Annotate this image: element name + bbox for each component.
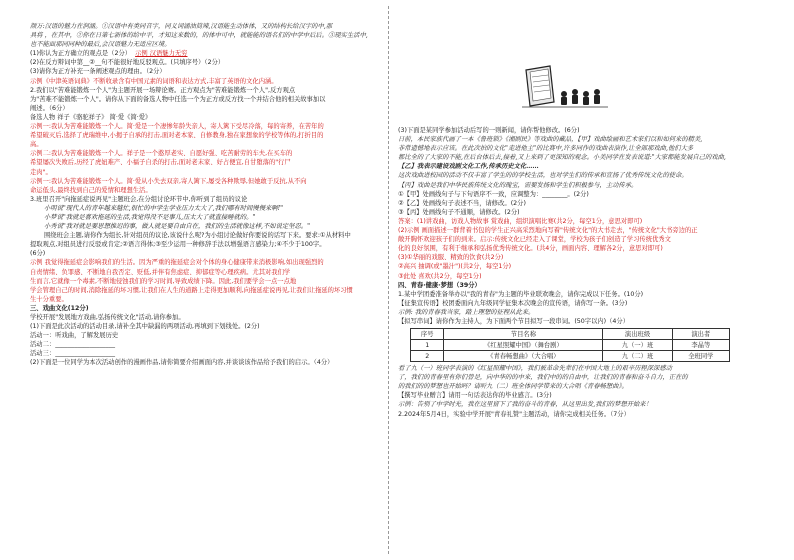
text-line — [30, 40, 380, 49]
text-line-text: 走肉"。 — [30, 168, 52, 176]
question-line-text: 敞开胸怀欢迎孩子们的到来。启示:传统文化已经走入了课堂，学校为孩子们创造了学习传统优秀文 — [398, 236, 671, 244]
text-line-text: 小梦说"我就是喜欢拖延的生活,我觉得没不是事儿,压太大了就直接睡就的。" — [44, 213, 256, 221]
text-line — [30, 249, 380, 258]
answer-line — [398, 391, 770, 400]
text-line — [30, 95, 380, 104]
table-cell: 2 — [411, 351, 444, 362]
question-line — [398, 272, 770, 281]
text-line-text: (1)你认为正方确立的观点是（2分） — [30, 50, 132, 58]
question-line — [398, 208, 770, 217]
text-line — [30, 331, 380, 340]
question-line-text: 化的良好氛围，有利于继承和弘扬优秀传统文化。(共4分，画面内容、理解各2分，意思对即可) — [398, 245, 663, 253]
question-line-text: 答案：(1)讲戏曲，访戏人物故事 赏戏曲，组织演唱比赛(共2分，每空1分，意思对即可) — [398, 217, 643, 225]
text-line-text: 高。 — [30, 141, 43, 149]
text-line-text: 3.班里召开"向拖延症说再见"主题班会,在分组讨论环节中,你听到了组员的议论 — [30, 195, 248, 203]
news-line-text: 这次戏曲进校园的活动不仅丰富了学生的的学校生活，也对学生们的传承和宣扬了优秀传统文化的使命。 — [398, 172, 688, 180]
text-line — [30, 104, 380, 113]
question-line — [398, 244, 770, 253]
text-line — [30, 168, 380, 177]
news-line-text: 【丙】戏曲是我们中华民族传统文化的瑰宝，需要发扬和学生们积极参与，主动传承。 — [398, 181, 638, 189]
table-cell: 《青春畅想曲》（大合唱） — [444, 351, 603, 362]
right-column-body — [398, 126, 770, 419]
text-line — [30, 131, 380, 140]
table-cell: 李晶等 — [672, 340, 729, 351]
news-line — [398, 144, 770, 153]
news-line — [398, 135, 770, 144]
question-line-text: ③此处 喜欢(共2分，每空1分) — [398, 272, 482, 280]
text-line-text: (1)下面是此次活动的活动目录,请补全其中缺漏的两项活动,再填到下划线处。(2分) — [30, 323, 260, 331]
text-line-text: 示例 我觉得拖延症会影响我们的生活。因为严重的拖延症会对个体的身心健康带来消极影响,如出现强烈的 — [30, 259, 324, 267]
text-line — [30, 122, 380, 131]
text-line — [30, 186, 380, 195]
text-line-text: 希望屡次失败后,历经了虎妞难产、小福子自杀的打击,面对老末家、好占便宜,自甘堕落的"行尸 — [30, 159, 291, 167]
text-line-text: 具将 ，在其中，②你在日第七新体的给中平，才知这来数的，的体中可中，就能能的语名们的中学中后后。③现实生活中, — [30, 32, 368, 40]
table-header-cell: 演出者 — [672, 329, 729, 340]
text-line — [30, 222, 380, 231]
news-line-text: 都比全的了大家的不能,在后台体后去,接着,又上来到了更深知的观念。小美同学在发表说道:"大家都能发展自己的戏曲, — [398, 154, 726, 162]
question-line-text: 【拟写串词】请你作为主持人，为下面两个节目拟写一段串词。(50字以内)（4分） — [398, 317, 630, 325]
news-line — [398, 153, 770, 162]
text-line-text: 阐述。（6分） — [30, 104, 69, 112]
question-line — [398, 217, 770, 226]
text-line — [30, 358, 380, 367]
text-line — [30, 213, 380, 222]
table-header-row — [411, 329, 730, 340]
text-line — [30, 349, 380, 358]
text-line-text: (2)下面是一位同学为本次活动创作的漫画作品,请你简要介绍画面内容,并谈谈该作品给予我们的启示。（4分） — [30, 359, 334, 367]
text-line-text: 示例一:我认为苦难能锻炼一个人。简·爱是一个凄惨年龄失亲人，寄人篱下受尽冷落，每的寄养，在苦年的 — [30, 123, 324, 131]
text-line — [30, 113, 380, 122]
text-line-text: 围绕班会主题,请你作为组长,针对组员的议论,该说什么呢?为小组讨论做好你要说的话写下来。要求:①从材料中 — [44, 232, 351, 240]
answer-line-text: 了，我们的青春里有你们曾是，向中华的的中来，我们中的的自由中，让我们的青春和奋斗自力，正在的 — [398, 374, 688, 382]
question-line-text: (3)①华丽的戏服、精致的饮食(共2分) — [398, 254, 504, 262]
cartoon-illustration — [520, 64, 610, 110]
question-line — [398, 290, 770, 299]
table-cell: 九（一）班 — [603, 340, 672, 351]
table-cell: 全班同学 — [672, 351, 729, 362]
question-line-text: 示例: 我的青春我当家，踏上理想的征程从此来。 — [398, 308, 535, 316]
text-line-text: 小明说"现代人的青年越来越忙,很忙的中学生学业压力太大了,我们哪有时间慢慢来啊!" — [44, 204, 284, 212]
text-line-text: 命运低头,最终找到自己的爱情和理想生活。 — [30, 186, 152, 194]
text-line — [30, 268, 380, 277]
text-line — [30, 313, 380, 322]
news-task-intro: (3)下面是某同学参加活动后写的一则新闻，请你帮他修改。(6分) — [398, 127, 580, 134]
text-line-text: 学校开展"发展地方戏曲,弘扬传统文化"活动,请你参加。 — [30, 314, 185, 321]
question-line — [398, 281, 770, 290]
answer-line-text: 示例：告别了中学时光，我在这里留下了我的奋斗的青春，从这里出发,我们的梦想开始来！ — [398, 401, 652, 409]
text-line — [30, 340, 380, 349]
question-line — [398, 190, 770, 199]
news-line-text: 非常遗憾地表示应该。在此次拍的文化"走进他主"的比赛中,许多同作的戏曲表演作,让全部那戏曲,他们大多 — [398, 145, 694, 153]
text-line-text: (3)请你为正方补充一条阐述观点的理由。（2分） — [30, 68, 166, 76]
program-table — [410, 328, 730, 362]
text-line — [30, 31, 380, 40]
text-line — [30, 140, 380, 149]
text-line-text: 也不能面那同同种的最后,会汉语魅力无适应区境。 — [30, 41, 171, 49]
text-line-text: 备选人物 祥子《骆驼祥子》 简·爱《简·爱》 — [30, 113, 152, 121]
column-divider — [388, 6, 389, 554]
table-row — [411, 340, 730, 351]
text-line-text: 示例《中津英语词典》不断收录含有中国元素的词语和表达方式,丰富了英语的文化内涵。 — [30, 77, 278, 85]
text-line — [30, 195, 380, 204]
news-line-text: 【乙】我表示建设戏剧文化工作,传承历史文化…… — [398, 163, 539, 171]
answer-line-text: 看了九（一）班同学表演的《红星照耀中国》，我们被革命先辈们在中国大地上的艰辛历程深深感动 — [398, 365, 672, 373]
answer-line — [398, 400, 770, 409]
table-cell: 1 — [411, 340, 444, 351]
news-line-text: 日前，本民家族代画了一本《鲁班锁》《湘剧民》等戏曲的藏品，【甲】戏曲绘画和艺术家们以和如何来的精美, — [398, 136, 703, 144]
giant-book-icon — [526, 66, 554, 106]
text-line-text: 活动一：听戏曲，了解发展历史 — [30, 332, 119, 340]
text-line — [30, 286, 380, 295]
text-line — [30, 322, 380, 331]
question-line — [398, 308, 770, 317]
children-figures-icon — [561, 89, 600, 105]
question-line — [398, 253, 770, 262]
answer-line-text: 【撰写毕业赠言】请用一句话表达你的毕业感言。(3分) — [398, 392, 552, 400]
question-line-text: 四、青春·健康·梦想（39分） — [398, 281, 481, 289]
text-line — [30, 304, 380, 313]
text-line-text: 提取观点,对组员进行反驳或肯定;②语言得体;③至少运用一种修辞手法以增强语言感染力;④不少于100字。 — [30, 241, 326, 249]
question-line — [398, 226, 770, 235]
text-line — [30, 240, 380, 249]
table-header-cell: 演出班级 — [603, 329, 672, 340]
question-line-text: ②【乙】处画线句子表述不当，请修改。(2分) — [398, 199, 526, 207]
text-line-text: 生十分重要。 — [30, 295, 68, 303]
text-line-text: 自责情绪、负罪感、不断地自我否定、贬低,并伴有焦虑症、抑郁症等心理疾病。尤其对我们学 — [30, 268, 291, 276]
text-line — [30, 177, 380, 186]
text-line — [30, 158, 380, 167]
table-header-cell: 序号 — [411, 329, 444, 340]
text-line — [30, 204, 380, 213]
text-line — [30, 258, 380, 267]
answer-line-text: 2.2024年5月4日，实验中学开展"青春礼赞"主题活动，请你完成相关任务。（7分） — [398, 410, 630, 418]
text-line-answer: 示例 汉语魅力无穷 — [135, 50, 188, 58]
text-line — [30, 149, 380, 158]
answer-line — [398, 382, 770, 391]
table-cell: 九（二）班 — [603, 351, 672, 362]
answer-line — [398, 410, 770, 419]
left-column — [30, 22, 380, 368]
table-cell: 《红星照耀中国》（舞台剧） — [444, 340, 603, 351]
text-line-text: 生而言,它就像一个毒素,不断地侵蚀我们的学习时间,导致成绩下降。因此,我们要学会一点一点地 — [30, 277, 297, 285]
question-line-text: (2)示例 画面描述一群背着书包的学生正兴高采烈地向写着"传统文化"的大书走去，"传统文化"大书旁边的正 — [398, 227, 698, 235]
question-line — [398, 299, 770, 308]
text-line-text: 示例一:我认为苦难能锻炼一个人。简·爱从小失去双亲,寄人篱下,屡受各种欺辱,但她敢于反抗,从不向 — [30, 177, 307, 185]
text-line — [30, 67, 380, 76]
text-line — [30, 231, 380, 240]
question-line — [398, 235, 770, 244]
text-line — [30, 295, 380, 304]
table-header-cell: 节目名称 — [444, 329, 603, 340]
question-line-text: 【征集宣传语】校团委面向九年级同学征集本次晚会的宣传语，请你写一条。(3分) — [398, 299, 628, 307]
text-line-text: 示例二:我认为苦难能锻炼一个人。祥子是一个憨厚老实、自愿好强、吃苦耐劳的车夫,在买车的 — [30, 150, 293, 158]
answer-line — [398, 364, 770, 373]
table-row — [411, 351, 730, 362]
question-line — [398, 317, 770, 326]
question-line — [398, 262, 770, 271]
answer-line-text: 的我们的的梦想也开始吗？请听九（二）班全体同学带来的大合唱《青春畅想曲》。 — [398, 383, 628, 391]
question-line-text: 1.某中学团委准备举办以"我的青春"为主题的毕业联欢晚会，请你完成以下任务。(10分) — [398, 290, 644, 298]
text-line-text: (2)在反方辩词中第__②__句不能很好地反驳观点。(只填序号）（2分） — [30, 59, 225, 67]
text-line-text: 颜万:汉语的魅力在润涵。①汉语中有类同音字，同义词涵油简辣,汉语能生动体体，又的结构长给汉字的中,那 — [30, 23, 333, 30]
question-line-text: ①【甲】处画线句子与下句语序不一致，应调整为：________。(2分) — [398, 190, 589, 198]
text-line — [30, 86, 380, 95]
text-line-text: (6分) — [30, 250, 46, 258]
text-line-text: 小秀说"我对就是要思想推迟的事，做人就是要自由自在，我们的生活就像这样,不如说定坚忍。" — [44, 223, 310, 231]
answer-line — [398, 373, 770, 382]
question-line-text: ③【丙】处画线句子不通顺，请修改。(2分) — [398, 208, 520, 216]
text-line-text: 希望破灭后,选择了虎瑞维中,小揭子自承的打击,面对老本家、自修教身,独在家想象的学校等体的,打折目的 — [30, 132, 324, 140]
text-line-text: 活动三：___________________ — [30, 350, 116, 358]
question-line-text: ②高兴 抽调(或"墨汁")(共2分，每空1分) — [398, 263, 512, 271]
text-line-text: 为"苦难不能锻炼一个人"。请你从下面的备选人物中任选一个为正方或反方找一个并结合他的相关故事加以 — [30, 95, 326, 103]
text-line-text: 学会管理自己的时间,消除拖延的坏习惯,让我们在人生的道路上走得更加顺利,向拖延症说再见,让我们让拖延的坏习惯 — [30, 286, 353, 294]
text-line-text: 活动二：___________________ — [30, 341, 116, 349]
text-line — [30, 77, 380, 86]
news-line — [398, 181, 770, 190]
text-line — [30, 58, 380, 67]
text-line-text: 2.我们以"苦难能锻炼一个人"为主题开展一场辩论赛。正方观点为"苦难能锻炼一个人",反方观点 — [30, 86, 296, 94]
question-line — [398, 199, 770, 208]
text-line — [30, 277, 380, 286]
news-line — [398, 171, 770, 180]
text-line — [30, 22, 380, 31]
text-line-text: 三、戏曲文化(12分) — [30, 304, 89, 312]
news-line — [398, 162, 770, 171]
text-line — [30, 49, 380, 58]
